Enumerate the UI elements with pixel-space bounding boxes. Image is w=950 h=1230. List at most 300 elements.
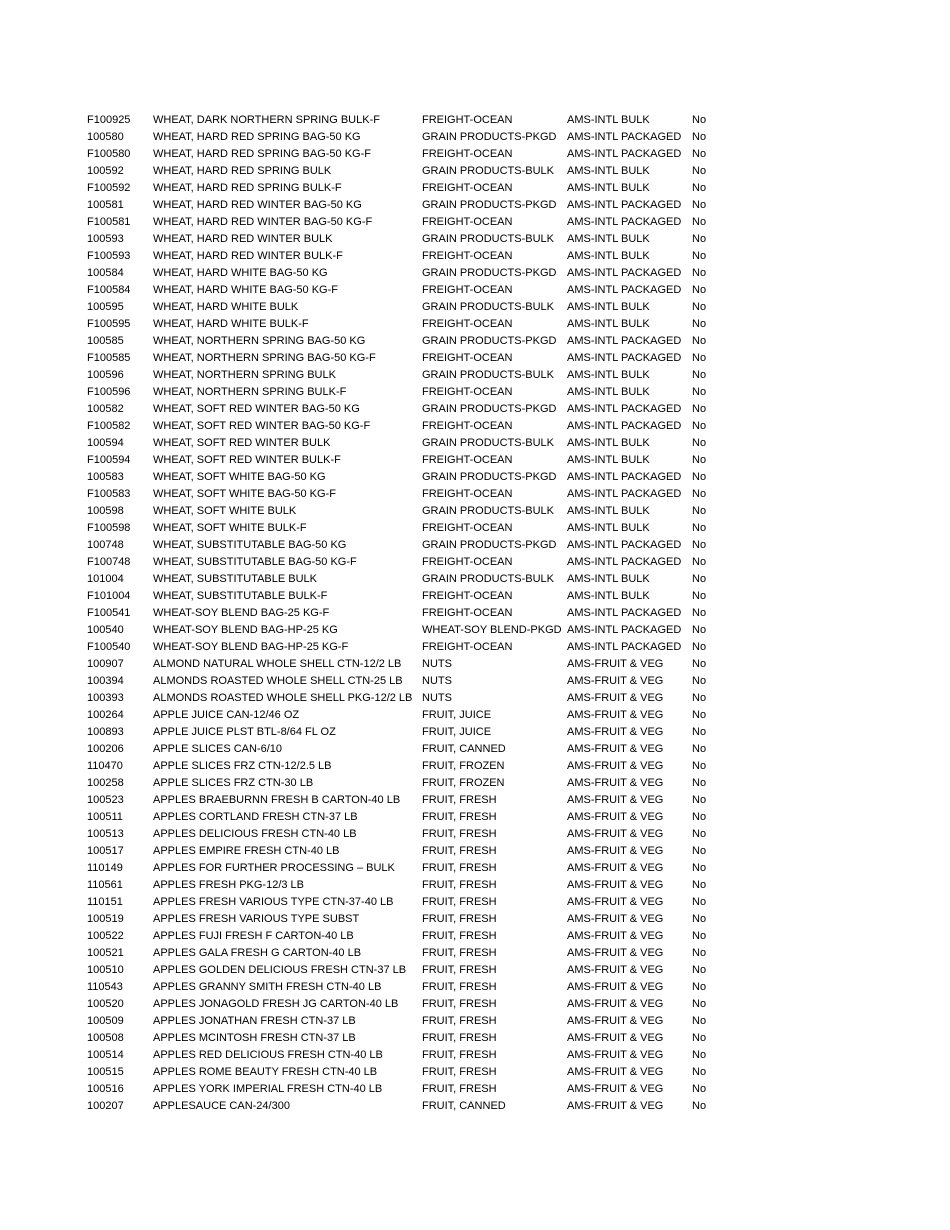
category-cell: FREIGHT-OCEAN — [422, 250, 513, 262]
flag-cell: No — [692, 981, 707, 993]
description-cell: ALMONDS ROASTED WHOLE SHELL PKG-12/2 LB — [153, 692, 413, 704]
flag-cell: No — [692, 811, 707, 823]
flag-cell: No — [692, 896, 707, 908]
table-row — [87, 894, 727, 911]
description-cell: WHEAT, HARD WHITE BAG-50 KG — [153, 267, 328, 279]
category-cell: GRAIN PRODUCTS-PKGD — [422, 267, 557, 279]
table-row — [87, 112, 727, 129]
category-cell: FRUIT, FRESH — [422, 845, 497, 857]
flag-cell: No — [692, 505, 707, 517]
description-cell: WHEAT, SUBSTITUTABLE BAG-50 KG-F — [153, 556, 357, 568]
flag-cell: No — [692, 743, 707, 755]
program-cell: AMS-FRUIT & VEG — [567, 913, 664, 925]
flag-cell: No — [692, 1083, 707, 1095]
flag-cell: No — [692, 539, 707, 551]
material-code-cell: 100394 — [87, 675, 124, 687]
flag-cell: No — [692, 794, 707, 806]
description-cell: WHEAT, NORTHERN SPRING BULK-F — [153, 386, 347, 398]
program-cell: AMS-FRUIT & VEG — [567, 862, 664, 874]
flag-cell: No — [692, 352, 707, 364]
description-cell: WHEAT, SOFT RED WINTER BULK-F — [153, 454, 341, 466]
flag-cell: No — [692, 590, 707, 602]
material-code-cell: F100581 — [87, 216, 131, 228]
material-code-cell: 100592 — [87, 165, 124, 177]
flag-cell: No — [692, 488, 707, 500]
category-cell: GRAIN PRODUCTS-PKGD — [422, 471, 557, 483]
flag-cell: No — [692, 658, 707, 670]
category-cell: FREIGHT-OCEAN — [422, 318, 513, 330]
category-cell: GRAIN PRODUCTS-PKGD — [422, 131, 557, 143]
description-cell: APPLES FUJI FRESH F CARTON-40 LB — [153, 930, 354, 942]
category-cell: NUTS — [422, 675, 452, 687]
program-cell: AMS-INTL PACKAGED — [567, 488, 682, 500]
table-row — [87, 605, 727, 622]
category-cell: FRUIT, JUICE — [422, 709, 492, 721]
program-cell: AMS-INTL PACKAGED — [567, 216, 682, 228]
category-cell: FREIGHT-OCEAN — [422, 522, 513, 534]
program-cell: AMS-FRUIT & VEG — [567, 658, 664, 670]
material-code-cell: 100583 — [87, 471, 124, 483]
table-row — [87, 282, 727, 299]
description-cell: WHEAT, SOFT WHITE BULK — [153, 505, 297, 517]
program-cell: AMS-FRUIT & VEG — [567, 879, 664, 891]
table-row — [87, 741, 727, 758]
description-cell: WHEAT, HARD RED SPRING BAG-50 KG — [153, 131, 361, 143]
material-code-cell: 100581 — [87, 199, 124, 211]
category-cell: FREIGHT-OCEAN — [422, 454, 513, 466]
flag-cell: No — [692, 165, 707, 177]
program-cell: AMS-INTL BULK — [567, 573, 650, 585]
category-cell: FRUIT, FRESH — [422, 998, 497, 1010]
description-cell: WHEAT, SOFT RED WINTER BULK — [153, 437, 331, 449]
flag-cell: No — [692, 114, 707, 126]
flag-cell: No — [692, 1032, 707, 1044]
flag-cell: No — [692, 624, 707, 636]
description-cell: APPLES ROME BEAUTY FRESH CTN-40 LB — [153, 1066, 378, 1078]
flag-cell: No — [692, 403, 707, 415]
flag-cell: No — [692, 454, 707, 466]
program-cell: AMS-INTL BULK — [567, 590, 650, 602]
flag-cell: No — [692, 284, 707, 296]
description-cell: APPLES GRANNY SMITH FRESH CTN-40 LB — [153, 981, 382, 993]
category-cell: GRAIN PRODUCTS-BULK — [422, 165, 555, 177]
program-cell: AMS-FRUIT & VEG — [567, 1083, 664, 1095]
material-code-cell: 100748 — [87, 539, 124, 551]
table-row — [87, 180, 727, 197]
table-row — [87, 197, 727, 214]
commodity-table — [87, 112, 727, 1115]
table-row — [87, 826, 727, 843]
table-row — [87, 248, 727, 265]
program-cell: AMS-INTL PACKAGED — [567, 539, 682, 551]
material-code-cell: F100925 — [87, 114, 131, 126]
description-cell: WHEAT, SOFT WHITE BAG-50 KG — [153, 471, 326, 483]
table-row — [87, 588, 727, 605]
material-code-cell: 100907 — [87, 658, 124, 670]
material-code-cell: F100584 — [87, 284, 131, 296]
program-cell: AMS-FRUIT & VEG — [567, 760, 664, 772]
material-code-cell: 100585 — [87, 335, 124, 347]
description-cell: WHEAT, HARD RED SPRING BULK — [153, 165, 332, 177]
category-cell: FRUIT, FRESH — [422, 794, 497, 806]
material-code-cell: 100515 — [87, 1066, 124, 1078]
description-cell: WHEAT, SOFT WHITE BULK-F — [153, 522, 307, 534]
program-cell: AMS-FRUIT & VEG — [567, 726, 664, 738]
material-code-cell: 100540 — [87, 624, 124, 636]
material-code-cell: 100264 — [87, 709, 124, 721]
material-code-cell: 100516 — [87, 1083, 124, 1095]
program-cell: AMS-FRUIT & VEG — [567, 794, 664, 806]
description-cell: WHEAT, NORTHERN SPRING BAG-50 KG — [153, 335, 366, 347]
table-row — [87, 214, 727, 231]
flag-cell: No — [692, 760, 707, 772]
table-row — [87, 333, 727, 350]
category-cell: FRUIT, FROZEN — [422, 777, 505, 789]
description-cell: WHEAT, HARD RED SPRING BULK-F — [153, 182, 342, 194]
table-row — [87, 639, 727, 656]
category-cell: FRUIT, FRESH — [422, 981, 497, 993]
table-row — [87, 809, 727, 826]
description-cell: APPLES FRESH VARIOUS TYPE CTN-37-40 LB — [153, 896, 394, 908]
table-row — [87, 520, 727, 537]
flag-cell: No — [692, 182, 707, 194]
material-code-cell: 100511 — [87, 811, 123, 823]
program-cell: AMS-INTL PACKAGED — [567, 471, 682, 483]
material-code-cell: 100580 — [87, 131, 124, 143]
material-code-cell: 100258 — [87, 777, 124, 789]
category-cell: GRAIN PRODUCTS-PKGD — [422, 539, 557, 551]
program-cell: AMS-INTL PACKAGED — [567, 284, 682, 296]
table-row — [87, 503, 727, 520]
description-cell: WHEAT-SOY BLEND BAG-HP-25 KG — [153, 624, 338, 636]
category-cell: FREIGHT-OCEAN — [422, 114, 513, 126]
material-code-cell: 100595 — [87, 301, 124, 313]
category-cell: GRAIN PRODUCTS-BULK — [422, 573, 555, 585]
table-row — [87, 979, 727, 996]
table-row — [87, 962, 727, 979]
category-cell: FRUIT, FRESH — [422, 1015, 497, 1027]
description-cell: APPLE SLICES CAN-6/10 — [153, 743, 283, 755]
program-cell: AMS-INTL BULK — [567, 318, 650, 330]
program-cell: AMS-FRUIT & VEG — [567, 811, 664, 823]
category-cell: GRAIN PRODUCTS-BULK — [422, 301, 555, 313]
category-cell: GRAIN PRODUCTS-PKGD — [422, 403, 557, 415]
material-code-cell: F101004 — [87, 590, 131, 602]
table-row — [87, 231, 727, 248]
material-code-cell: F100596 — [87, 386, 131, 398]
category-cell: WHEAT-SOY BLEND-PKGD — [422, 624, 562, 636]
material-code-cell: 110151 — [87, 896, 123, 908]
flag-cell: No — [692, 879, 707, 891]
description-cell: APPLES DELICIOUS FRESH CTN-40 LB — [153, 828, 357, 840]
description-cell: WHEAT, HARD WHITE BULK — [153, 301, 299, 313]
flag-cell: No — [692, 131, 707, 143]
flag-cell: No — [692, 318, 707, 330]
program-cell: AMS-INTL BULK — [567, 437, 650, 449]
category-cell: FRUIT, FROZEN — [422, 760, 505, 772]
table-row — [87, 911, 727, 928]
table-row — [87, 350, 727, 367]
program-cell: AMS-FRUIT & VEG — [567, 692, 664, 704]
table-row — [87, 418, 727, 435]
material-code-cell: 100514 — [87, 1049, 124, 1061]
material-code-cell: F100748 — [87, 556, 131, 568]
category-cell: FREIGHT-OCEAN — [422, 590, 513, 602]
flag-cell: No — [692, 675, 707, 687]
description-cell: APPLES EMPIRE FRESH CTN-40 LB — [153, 845, 340, 857]
description-cell: APPLE SLICES FRZ CTN-12/2.5 LB — [153, 760, 332, 772]
table-row — [87, 690, 727, 707]
category-cell: FREIGHT-OCEAN — [422, 556, 513, 568]
flag-cell: No — [692, 777, 707, 789]
table-row — [87, 792, 727, 809]
material-code-cell: 100598 — [87, 505, 124, 517]
program-cell: AMS-INTL PACKAGED — [567, 199, 682, 211]
material-code-cell: F100541 — [87, 607, 131, 619]
description-cell: APPLES MCINTOSH FRESH CTN-37 LB — [153, 1032, 356, 1044]
material-code-cell: 100584 — [87, 267, 124, 279]
table-row — [87, 401, 727, 418]
flag-cell: No — [692, 369, 707, 381]
flag-cell: No — [692, 573, 707, 585]
description-cell: WHEAT, NORTHERN SPRING BULK — [153, 369, 336, 381]
material-code-cell: 100522 — [87, 930, 124, 942]
program-cell: AMS-INTL BULK — [567, 114, 650, 126]
category-cell: FRUIT, FRESH — [422, 1032, 497, 1044]
program-cell: AMS-INTL PACKAGED — [567, 624, 682, 636]
category-cell: NUTS — [422, 658, 452, 670]
table-row — [87, 860, 727, 877]
table-row — [87, 1064, 727, 1081]
flag-cell: No — [692, 267, 707, 279]
program-cell: AMS-FRUIT & VEG — [567, 777, 664, 789]
material-code-cell: 100513 — [87, 828, 124, 840]
description-cell: APPLESAUCE CAN-24/300 — [153, 1100, 290, 1112]
material-code-cell: 110543 — [87, 981, 123, 993]
flag-cell: No — [692, 845, 707, 857]
table-row — [87, 1081, 727, 1098]
table-row — [87, 486, 727, 503]
category-cell: FREIGHT-OCEAN — [422, 148, 513, 160]
material-code-cell: 100207 — [87, 1100, 124, 1112]
flag-cell: No — [692, 828, 707, 840]
program-cell: AMS-INTL PACKAGED — [567, 335, 682, 347]
material-code-cell: 100510 — [87, 964, 124, 976]
description-cell: ALMONDS ROASTED WHOLE SHELL CTN-25 LB — [153, 675, 403, 687]
program-cell: AMS-INTL PACKAGED — [567, 352, 682, 364]
description-cell: ALMOND NATURAL WHOLE SHELL CTN-12/2 LB — [153, 658, 402, 670]
flag-cell: No — [692, 471, 707, 483]
table-row — [87, 1047, 727, 1064]
flag-cell: No — [692, 607, 707, 619]
flag-cell: No — [692, 386, 707, 398]
table-row — [87, 758, 727, 775]
category-cell: NUTS — [422, 692, 452, 704]
program-cell: AMS-INTL BULK — [567, 454, 650, 466]
program-cell: AMS-INTL PACKAGED — [567, 607, 682, 619]
material-code-cell: F100583 — [87, 488, 131, 500]
description-cell: WHEAT, NORTHERN SPRING BAG-50 KG-F — [153, 352, 376, 364]
program-cell: AMS-FRUIT & VEG — [567, 1015, 664, 1027]
program-cell: AMS-FRUIT & VEG — [567, 743, 664, 755]
description-cell: WHEAT, HARD RED WINTER BULK — [153, 233, 333, 245]
description-cell: APPLE SLICES FRZ CTN-30 LB — [153, 777, 314, 789]
material-code-cell: 100206 — [87, 743, 124, 755]
category-cell: FRUIT, FRESH — [422, 1049, 497, 1061]
flag-cell: No — [692, 233, 707, 245]
category-cell: FRUIT, CANNED — [422, 1100, 506, 1112]
category-cell: FRUIT, JUICE — [422, 726, 492, 738]
flag-cell: No — [692, 199, 707, 211]
material-code-cell: 110149 — [87, 862, 123, 874]
material-code-cell: 110561 — [87, 879, 123, 891]
description-cell: APPLES JONAGOLD FRESH JG CARTON-40 LB — [153, 998, 399, 1010]
flag-cell: No — [692, 522, 707, 534]
table-row — [87, 537, 727, 554]
flag-cell: No — [692, 692, 707, 704]
category-cell: FRUIT, FRESH — [422, 930, 497, 942]
category-cell: FRUIT, FRESH — [422, 1066, 497, 1078]
flag-cell: No — [692, 148, 707, 160]
material-code-cell: F100595 — [87, 318, 131, 330]
category-cell: GRAIN PRODUCTS-PKGD — [422, 335, 557, 347]
table-row — [87, 1098, 727, 1115]
material-code-cell: 100517 — [87, 845, 124, 857]
category-cell: FREIGHT-OCEAN — [422, 352, 513, 364]
category-cell: GRAIN PRODUCTS-PKGD — [422, 199, 557, 211]
category-cell: FRUIT, FRESH — [422, 913, 497, 925]
category-cell: FREIGHT-OCEAN — [422, 420, 513, 432]
table-row — [87, 707, 727, 724]
description-cell: WHEAT-SOY BLEND BAG-HP-25 KG-F — [153, 641, 349, 653]
material-code-cell: F100540 — [87, 641, 131, 653]
category-cell: FRUIT, CANNED — [422, 743, 506, 755]
category-cell: GRAIN PRODUCTS-BULK — [422, 369, 555, 381]
program-cell: AMS-INTL BULK — [567, 301, 650, 313]
table-row — [87, 724, 727, 741]
program-cell: AMS-INTL BULK — [567, 369, 650, 381]
table-row — [87, 316, 727, 333]
flag-cell: No — [692, 726, 707, 738]
material-code-cell: F100582 — [87, 420, 131, 432]
category-cell: GRAIN PRODUCTS-BULK — [422, 505, 555, 517]
program-cell: AMS-FRUIT & VEG — [567, 1066, 664, 1078]
table-row — [87, 1030, 727, 1047]
material-code-cell: 100893 — [87, 726, 124, 738]
flag-cell: No — [692, 913, 707, 925]
table-row — [87, 877, 727, 894]
program-cell: AMS-INTL BULK — [567, 233, 650, 245]
program-cell: AMS-FRUIT & VEG — [567, 998, 664, 1010]
description-cell: WHEAT, SOFT WHITE BAG-50 KG-F — [153, 488, 336, 500]
category-cell: FRUIT, FRESH — [422, 828, 497, 840]
table-row — [87, 435, 727, 452]
program-cell: AMS-INTL PACKAGED — [567, 267, 682, 279]
program-cell: AMS-INTL PACKAGED — [567, 420, 682, 432]
program-cell: AMS-INTL BULK — [567, 165, 650, 177]
material-code-cell: 100520 — [87, 998, 124, 1010]
material-code-cell: 100509 — [87, 1015, 124, 1027]
flag-cell: No — [692, 862, 707, 874]
description-cell: WHEAT, SOFT RED WINTER BAG-50 KG-F — [153, 420, 371, 432]
table-row — [87, 265, 727, 282]
flag-cell: No — [692, 216, 707, 228]
category-cell: FREIGHT-OCEAN — [422, 386, 513, 398]
description-cell: WHEAT, HARD RED WINTER BAG-50 KG-F — [153, 216, 373, 228]
program-cell: AMS-INTL BULK — [567, 522, 650, 534]
table-row — [87, 129, 727, 146]
description-cell: WHEAT, HARD WHITE BAG-50 KG-F — [153, 284, 338, 296]
flag-cell: No — [692, 1049, 707, 1061]
program-cell: AMS-INTL BULK — [567, 505, 650, 517]
description-cell: WHEAT, SUBSTITUTABLE BULK-F — [153, 590, 328, 602]
table-row — [87, 452, 727, 469]
flag-cell: No — [692, 1100, 707, 1112]
description-cell: WHEAT-SOY BLEND BAG-25 KG-F — [153, 607, 330, 619]
description-cell: APPLES JONATHAN FRESH CTN-37 LB — [153, 1015, 356, 1027]
flag-cell: No — [692, 947, 707, 959]
program-cell: AMS-FRUIT & VEG — [567, 947, 664, 959]
program-cell: AMS-FRUIT & VEG — [567, 896, 664, 908]
category-cell: FRUIT, FRESH — [422, 862, 497, 874]
description-cell: WHEAT, HARD RED SPRING BAG-50 KG-F — [153, 148, 371, 160]
program-cell: AMS-FRUIT & VEG — [567, 930, 664, 942]
program-cell: AMS-FRUIT & VEG — [567, 709, 664, 721]
category-cell: FRUIT, FRESH — [422, 896, 497, 908]
flag-cell: No — [692, 437, 707, 449]
material-code-cell: 100523 — [87, 794, 124, 806]
program-cell: AMS-FRUIT & VEG — [567, 675, 664, 687]
material-code-cell: 100521 — [87, 947, 124, 959]
table-row — [87, 622, 727, 639]
description-cell: APPLES FRESH VARIOUS TYPE SUBST — [153, 913, 360, 925]
table-row — [87, 673, 727, 690]
description-cell: APPLES FRESH PKG-12/3 LB — [153, 879, 305, 891]
category-cell: FREIGHT-OCEAN — [422, 607, 513, 619]
description-cell: WHEAT, SOFT RED WINTER BAG-50 KG — [153, 403, 360, 415]
material-code-cell: F100580 — [87, 148, 131, 160]
table-row — [87, 554, 727, 571]
flag-cell: No — [692, 335, 707, 347]
description-cell: APPLES GOLDEN DELICIOUS FRESH CTN-37 LB — [153, 964, 407, 976]
material-code-cell: F100585 — [87, 352, 131, 364]
material-code-cell: F100598 — [87, 522, 131, 534]
flag-cell: No — [692, 930, 707, 942]
material-code-cell: F100593 — [87, 250, 131, 262]
material-code-cell: F100594 — [87, 454, 131, 466]
table-row — [87, 146, 727, 163]
description-cell: WHEAT, SUBSTITUTABLE BAG-50 KG — [153, 539, 347, 551]
table-row — [87, 996, 727, 1013]
category-cell: FREIGHT-OCEAN — [422, 216, 513, 228]
table-row — [87, 843, 727, 860]
material-code-cell: 100519 — [87, 913, 124, 925]
material-code-cell: 110470 — [87, 760, 123, 772]
description-cell: WHEAT, HARD RED WINTER BULK-F — [153, 250, 343, 262]
program-cell: AMS-INTL PACKAGED — [567, 148, 682, 160]
table-row — [87, 928, 727, 945]
description-cell: APPLES GALA FRESH G CARTON-40 LB — [153, 947, 362, 959]
table-row — [87, 163, 727, 180]
category-cell: FRUIT, FRESH — [422, 811, 497, 823]
program-cell: AMS-INTL PACKAGED — [567, 556, 682, 568]
description-cell: APPLE JUICE CAN-12/46 OZ — [153, 709, 300, 721]
category-cell: GRAIN PRODUCTS-BULK — [422, 233, 555, 245]
category-cell: FRUIT, FRESH — [422, 1083, 497, 1095]
description-cell: APPLES BRAEBURNN FRESH B CARTON-40 LB — [153, 794, 401, 806]
program-cell: AMS-FRUIT & VEG — [567, 964, 664, 976]
category-cell: FREIGHT-OCEAN — [422, 182, 513, 194]
